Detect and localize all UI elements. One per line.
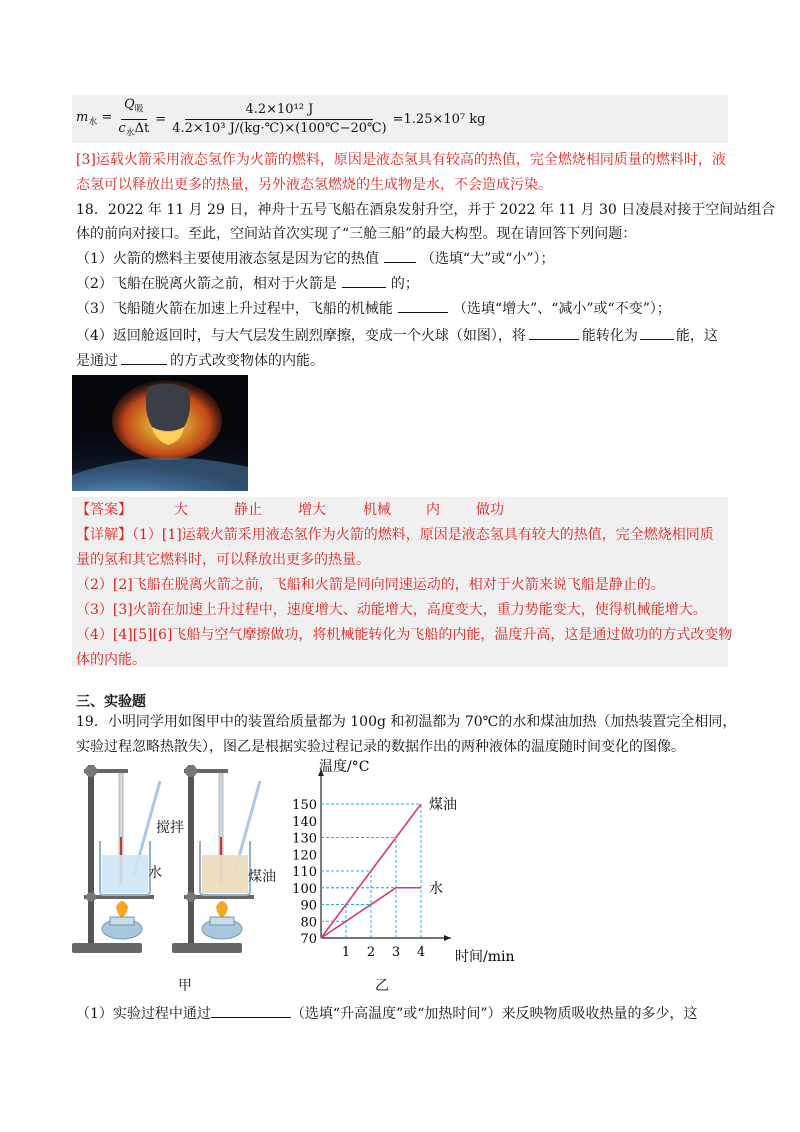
q18-stem-line1: 18．2022 年 11 月 29 日，神舟十五号飞船在酒泉发射升空，并于 2022 年 11 月 30 日凌晨对接于空间站组合 <box>76 202 776 218</box>
formula: $m_水$ = $\frac{Q_吸}{c_水\Delta t}$ = $\frac{\text{4.2×10¹² J}}{\text{4.2×10³ J/(kg·℃)×(100℃−20℃)}}$ =1.25×10⁷ kg <box>76 97 485 141</box>
answer-2: 静止 <box>234 502 262 518</box>
label-stir: 搅拌 <box>156 820 184 836</box>
blank-2[interactable] <box>342 273 386 288</box>
x-tick-label: 4 <box>416 945 426 960</box>
x-axis-label: 时间/min <box>455 949 515 965</box>
blank-5[interactable] <box>640 325 674 340</box>
y-tick-label: 80 <box>300 915 317 931</box>
q18-part3: （3）飞船随火箭在加速上升过程中，飞船的机械能 （选填“增大”、“减小”或“不变”）； <box>76 297 728 321</box>
detail-line1: 【详解】（1）[1]运载火箭采用液态氢作为火箭的燃料，原因是液态氢具有较大的热值，完全燃烧相同质 <box>76 527 714 543</box>
q18-part4: （4）返回舱返回时，与大气层发生剧烈摩擦，变成一个火球（如图），将 能转化为 能，这 <box>76 324 728 348</box>
blank-6[interactable] <box>121 350 167 365</box>
q19-stem-line2: 实验过程忽略热散失），图乙是根据实验过程记录的数据作出的两种液体的温度随时间变化的图像。 <box>76 739 685 755</box>
prev-answer-line2: 态氢可以释放出更多的热量，另外液态氢燃烧的生成物是水，不会造成污染。 <box>76 177 552 193</box>
y-tick-label: 150 <box>292 798 317 813</box>
series-label-1: 水 <box>429 880 443 897</box>
y-axis-label: 温度/°C <box>319 759 370 775</box>
y-tick-label: 70 <box>300 932 317 947</box>
detail-line4: （3）[3]火箭在加速上升过程中，速度增大、动能增大，高度变大，重力势能变大，使得机械能增大。 <box>76 602 707 618</box>
answer-5: 内 <box>426 502 440 518</box>
q19-stem-line1: 19．小明同学用如图甲中的装置给质量都为 100g 和初温都为 70℃的水和煤油加热（加热装置完全相同， <box>76 714 737 730</box>
caption-a: 甲 <box>178 978 192 994</box>
q18-stem-line2: 体的前向对接口。至此，空间站首次实现了“三舱三船”的最大构型。现在请回答下列问题： <box>76 226 637 242</box>
answer-4: 机械 <box>363 502 391 518</box>
section-title: 三、实验题 <box>76 694 146 710</box>
detail-line5: （4）[4][5][6]飞船与空气摩擦做功，将机械能转化为飞船的内能，温度升高，这是通过做功的方式改变物 <box>76 627 733 643</box>
y-tick-label: 130 <box>292 831 317 847</box>
series-label-0: 煤油 <box>429 797 457 813</box>
answer-1: 大 <box>174 502 188 518</box>
q18-part4-line2: 是通过 的方式改变物体的内能。 <box>76 349 728 373</box>
formula-result: =1.25×10⁷ kg <box>392 111 486 127</box>
formula-fraction-1: $\frac{Q_吸}{c_水\Delta t}$ <box>118 96 150 139</box>
apparatus-illustration <box>70 757 290 967</box>
caption-b: 乙 <box>375 978 389 994</box>
prev-answer-line1: [3]运载火箭采用液态氢作为火箭的燃料，原因是液态氢具有较高的热值，完全燃烧相同质量的燃料时，液 <box>76 152 726 168</box>
detail-line3: （2）[2]飞船在脱离火箭之前，飞船和火箭是同向同速运动的，相对于火箭来说飞船是静止的。 <box>76 577 665 593</box>
y-tick-label: 120 <box>292 848 317 864</box>
blank-4[interactable] <box>529 325 579 340</box>
answer-6: 做功 <box>476 502 504 518</box>
blank-1[interactable] <box>384 248 416 263</box>
y-tick-label: 100 <box>292 881 317 897</box>
x-tick-label: 2 <box>366 945 376 960</box>
blank-3[interactable] <box>398 298 448 313</box>
q18-part1: （1）火箭的燃料主要使用液态氢是因为它的热值 （选填“大”或“小”）； <box>76 247 728 271</box>
q19-part1: （1）实验过程中通过 （选填“升高温度”或“加热时间”）来反映物质吸收热量的多少，这 <box>76 1002 728 1026</box>
y-tick-label: 110 <box>292 865 317 880</box>
y-tick-label: 140 <box>292 814 317 830</box>
reentry-capsule-image <box>72 375 248 491</box>
detail-line2: 量的氢和其它燃料时，可以释放出更多的热量。 <box>76 552 370 568</box>
x-axis-arrow <box>444 935 451 941</box>
blank-q19-1[interactable] <box>211 1003 291 1018</box>
answer-3: 增大 <box>298 502 326 518</box>
q18-part2: （2）飞船在脱离火箭之前，相对于火箭是 的； <box>76 272 728 296</box>
answer-line: 【答案】 大 静止 增大 机械 内 做功 <box>76 498 728 522</box>
formula-lhs: m <box>76 110 89 126</box>
formula-fraction-2: $\frac{\text{4.2×10¹² J}}{\text{4.2×10³ J/(kg·℃)×(100℃−20℃)}}$ <box>172 101 387 136</box>
detail-line6: 体的内能。 <box>76 652 146 668</box>
x-tick-label: 1 <box>341 945 351 960</box>
formula-lhs-sub: 水 <box>88 117 98 128</box>
y-tick-label: 90 <box>300 898 317 914</box>
x-tick-label: 3 <box>391 945 401 960</box>
label-water-beaker: 水 <box>148 865 162 881</box>
temperature-chart <box>285 755 515 970</box>
label-kerosene-beaker: 煤油 <box>248 869 276 885</box>
